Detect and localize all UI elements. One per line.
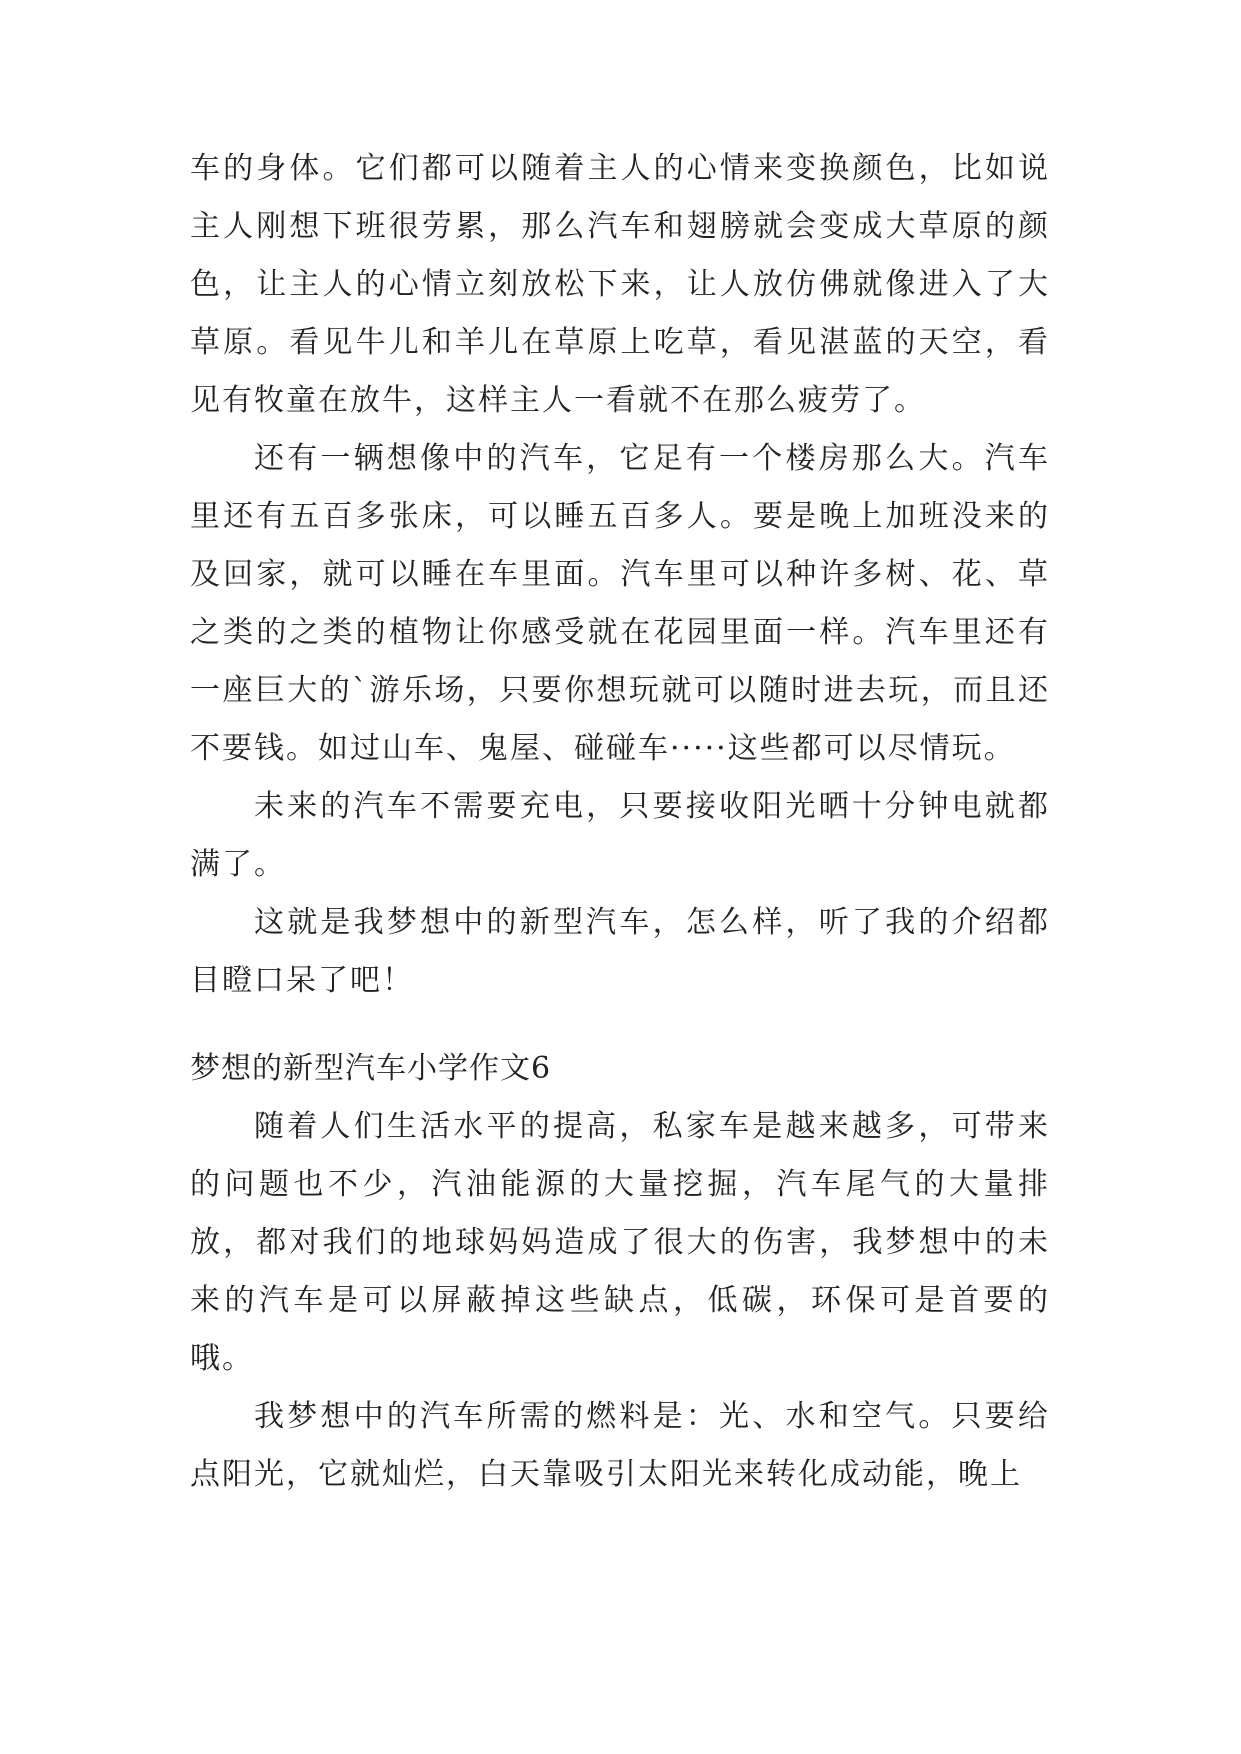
section-title: 梦想的新型汽车小学作文6 [190,1051,552,1086]
paragraph: 我梦想中的汽车所需的燃料是：光、水和空气。只要给点阳光，它就灿烂，白天靠吸引太阳光来转化成动能，晚上 [190,1399,1050,1492]
paragraph: 这就是我梦想中的新型汽车，怎么样，听了我的介绍都目瞪口呆了吧！ [190,905,1050,998]
paragraph: 随着人们生活水平的提高，私家车是越来越多，可带来的问题也不少，汽油能源的大量挖掘，汽车尾气的大量排放，都对我们的地球妈妈造成了很大的伤害，我梦想中的未来的汽车是可以屏蔽掉这些缺点，低碳，环保可是首要的哦。 [190,1109,1050,1376]
paragraph: 还有一辆想像中的汽车，它足有一个楼房那么大。汽车里还有五百多张床，可以睡五百多人。要是晚上加班没来的及回家，就可以睡在车里面。汽车里可以种许多树、花、草之类的之类的植物让你感受就在花园里面一样。汽车里还有一座巨大的`游乐场，只要你想玩就可以随时进去玩，而且还不要钱。如过山车、鬼屋、碰碰车·····这些都可以尽情玩。 [190,441,1050,766]
paragraph: 未来的汽车不需要充电，只要接收阳光晒十分钟电就都满了。 [190,789,1050,882]
paragraph-continued: 车的身体。它们都可以随着主人的心情来变换颜色，比如说主人刚想下班很劳累，那么汽车和翅膀就会变成大草原的颜色，让主人的心情立刻放松下来，让人放仿佛就像进入了大草原。看见牛儿和羊儿在草原上吃草，看见湛蓝的天空，看见有牧童在放牛，这样主人一看就不在那么疲劳了。 [190,151,1050,418]
section-1 [190,140,1050,1010]
section-2 [190,1040,1050,1504]
